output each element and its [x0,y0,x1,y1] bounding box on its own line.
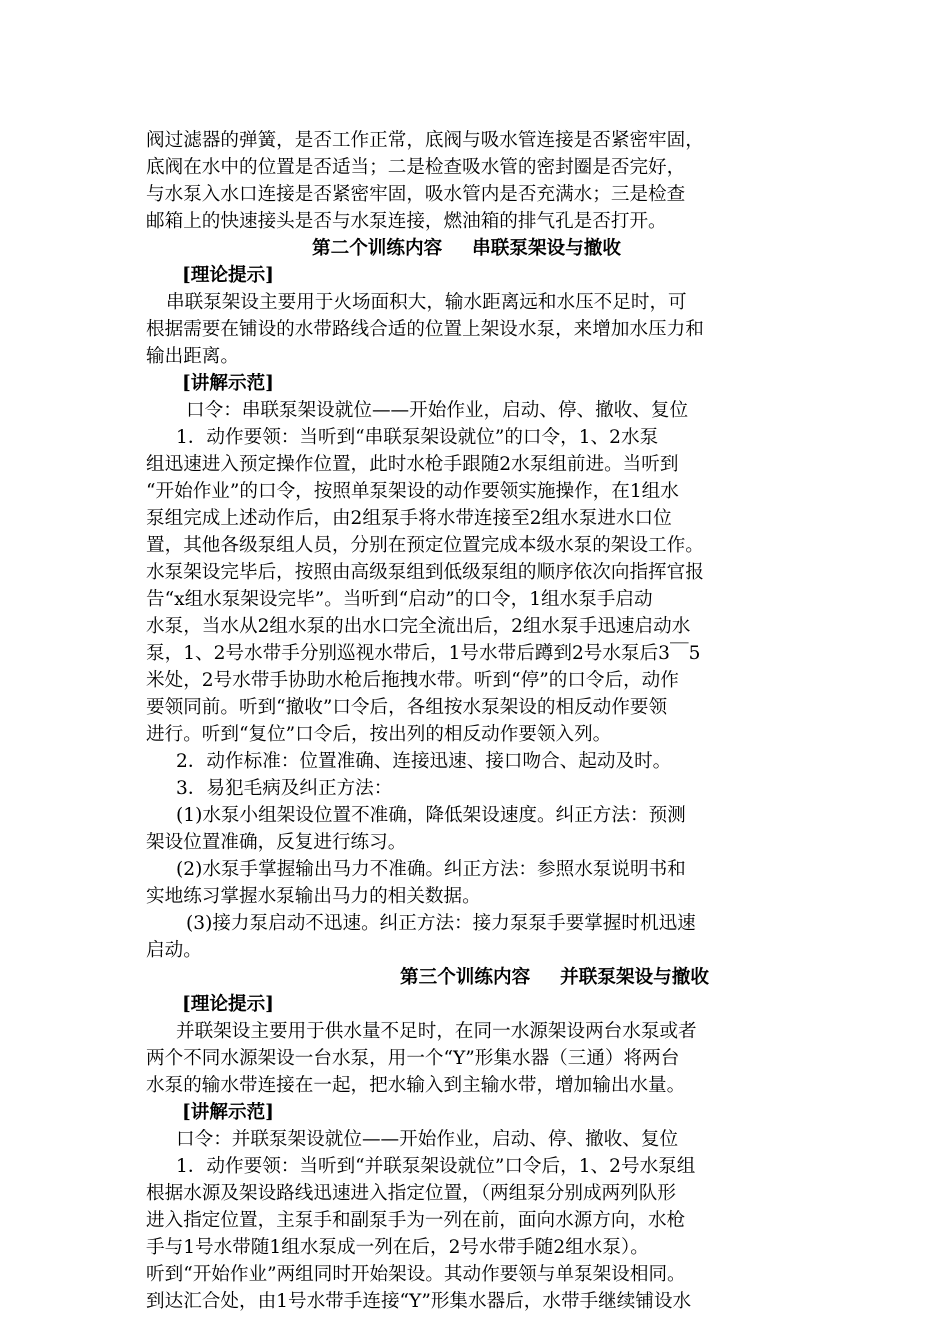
body-line: 泵组完成上述动作后，由2组泵手将水带连接至2组水泵进水口位 [146,508,672,529]
body-line: 进行。听到“复位”口令后，按出列的相反动作要领入列。 [146,724,612,745]
theory-hint-heading: [理论提示] [182,994,274,1015]
section-2-title: 第二个训练内容 [312,238,443,259]
body-line: 组迅速进入预定操作位置，此时水枪手跟随2水泵组前进。当听到 [146,454,679,475]
body-line: 要领同前。听到“撤收”口令后，各组按水泵架设的相反动作要领 [146,697,668,718]
command-line: 口令：并联泵架设就位——开始作业，启动、停、撤收、复位 [176,1129,679,1150]
body-line: 置，其他各级泵组人员，分别在预定位置完成本级水泵的架设工作。 [146,535,704,556]
section-3-name: 并联泵架设与撤收 [560,967,709,988]
body-line: 阀过滤器的弹簧，是否工作正常，底阀与吸水管连接是否紧密牢固， [146,130,704,151]
command-line: 口令：串联泵架设就位——开始作业，启动、停、撤收、复位 [186,400,689,421]
body-line: 进入指定位置，主泵手和副泵手为一列在前，面向水源方向，水枪 [146,1210,686,1231]
body-line: (1)水泵小组架设位置不准确，降低架设速度。纠正方法：预测 [176,805,686,826]
body-line: 米处，2号水带手协助水枪后拖拽水带。听到“停”的口令后，动作 [146,670,679,691]
body-line: 实地练习掌握水泵输出马力的相关数据。 [146,886,481,907]
section-3-heading [146,964,810,991]
body-line: (3)接力泵启动不迅速。纠正方法：接力泵泵手要掌握时机迅速 [186,913,696,934]
body-line: 输出距离。 [146,346,239,367]
body-line: 1．动作要领：当听到“串联泵架设就位”的口令，1、2水泵 [176,427,659,448]
body-line: 1．动作要领：当听到“并联泵架设就位”口令后，1、2号水泵组 [176,1156,696,1177]
body-line: 泵，1、2号水带手分别巡视水带后，1号水带后蹲到2号水泵后3￣5 [146,643,701,664]
body-line: 水泵，当水从2组水泵的出水口完全流出后，2组水泵手迅速启动水 [146,616,691,637]
body-line: 架设位置准确，反复进行练习。 [146,832,407,853]
body-line: (2)水泵手掌握输出马力不准确。纠正方法：参照水泵说明书和 [176,859,686,880]
demo-heading: [讲解示范] [182,373,274,394]
body-line: 并联架设主要用于供水量不足时，在同一水源架设两台水泵或者 [176,1021,697,1042]
body-line: 邮箱上的快速接头是否与水泵连接，燃油箱的排气孔是否打开。 [146,211,667,232]
body-line: 启动。 [146,940,202,961]
body-line: 串联泵架设主要用于火场面积大，输水距离远和水压不足时，可 [166,292,687,313]
body-line: 3．易犯毛病及纠正方法： [176,778,393,799]
body-line: 与水泵入水口连接是否紧密牢固，吸水管内是否充满水；三是检查 [146,184,686,205]
body-line: 根据需要在铺设的水带路线合适的位置上架设水泵，来增加水压力和 [146,319,704,340]
body-line: “开始作业”的口令，按照单泵架设的动作要领实施操作，在1组水 [146,481,679,502]
body-line: 2．动作标准：位置准确、连接迅速、接口吻合、起动及时。 [176,751,672,772]
body-line: 两个不同水源架设一台水泵，用一个“Y”形集水器（三通）将两台 [146,1048,680,1069]
body-line: 手与1号水带随1组水泵成一列在后，2号水带手随2组水泵）。 [146,1237,649,1258]
section-2-name: 串联泵架设与撤收 [472,238,621,259]
body-line: 水泵的输水带连接在一起，把水输入到主输水带，增加输出水量。 [146,1075,686,1096]
body-line: 听到“开始作业”两组同时开始架设。其动作要领与单泵架设相同。 [146,1264,686,1285]
section-2-heading [146,235,810,262]
body-line: 到达汇合处，由1号水带手连接“Y”形集水器后，水带手继续铺设水 [146,1291,692,1312]
body-line: 底阀在水中的位置是否适当；二是检查吸水管的密封圈是否完好， [146,157,686,178]
demo-heading: [讲解示范] [182,1102,274,1123]
document-body [146,127,810,1315]
theory-hint-heading: [理论提示] [182,265,274,286]
section-3-title: 第三个训练内容 [400,967,531,988]
body-line: 根据水源及架设路线迅速进入指定位置，（两组泵分别成两列队形 [146,1183,676,1204]
body-line: 水泵架设完毕后，按照由高级泵组到低级泵组的顺序依次向指挥官报 [146,562,704,583]
body-line: 告“x组水泵架设完毕”。当听到“启动”的口令，1组水泵手启动 [146,589,653,610]
